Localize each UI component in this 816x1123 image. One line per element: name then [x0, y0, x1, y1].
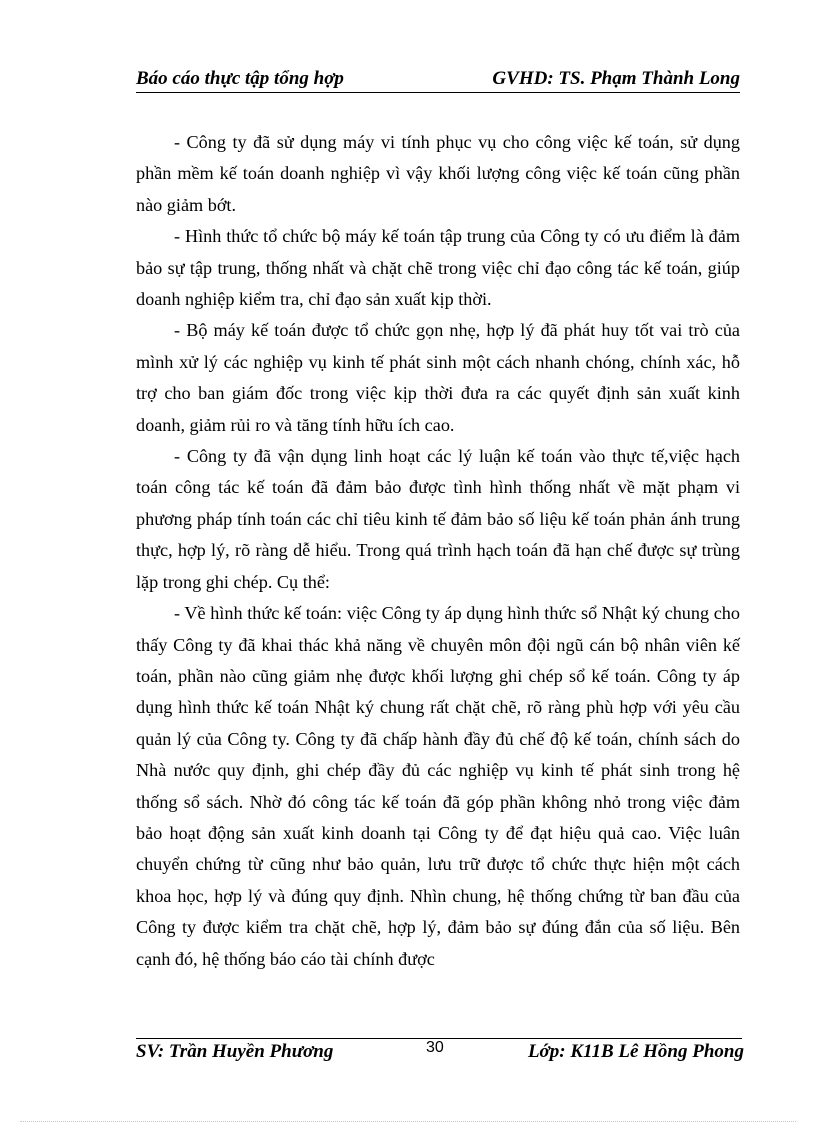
body-text — [136, 127, 740, 975]
report-title: Báo cáo thực tập tổng hợp — [136, 68, 344, 89]
paragraph: - Công ty đã sử dụng máy vi tính phục vụ cho công việc kế toán, sử dụng phần mềm kế toán doanh nghiệp vì vậy khối lượng công việc kế toán cũng phần nào giảm bớt. — [136, 132, 740, 215]
supervisor-name: GVHD: TS. Phạm Thành Long — [492, 68, 740, 89]
student-name: SV: Trần Huyền Phương — [136, 1041, 334, 1062]
page-edge-divider — [20, 1121, 796, 1122]
paragraph: - Bộ máy kế toán được tổ chức gọn nhẹ, hợp lý đã phát huy tốt vai trò của mình xử lý các nghiệp vụ kinh tế phát sinh một cách nhanh chóng, chính xác, hỗ trợ cho ban giám đốc trong việc kịp thời đưa ra các quyết định sản xuất kinh doanh, giảm rủi ro và tăng tính hữu ích cao. — [136, 320, 740, 435]
paragraph: - Hình thức tổ chức bộ máy kế toán tập trung của Công ty có ưu điểm là đảm bảo sự tập trung, thống nhất và chặt chẽ trong việc chỉ đạo công tác kế toán, giúp doanh nghiệp kiểm tra, chỉ đạo sản xuất kịp thời. — [136, 226, 740, 310]
page-number: 30 — [426, 1039, 444, 1056]
paragraph: - Công ty đã vận dụng linh hoạt các lý luận kế toán vào thực tế,việc hạch toán công tác kế toán đã đảm bảo được tình hình thống nhất về mặt phạm vi phương pháp tính toán các chỉ tiêu kinh tế đảm bảo số liệu kế toán phản ánh trung thực, hợp lý, rõ ràng dễ hiểu. Trong quá trình hạch toán đã hạn chế được sự trùng lặp trong ghi chép. Cụ thể: — [136, 446, 740, 592]
class-name: Lớp: K11B Lê Hồng Phong — [527, 1041, 744, 1062]
page-header — [136, 64, 740, 93]
paragraph: - Về hình thức kế toán: việc Công ty áp dụng hình thức sổ Nhật ký chung cho thấy Công ty đã khai thác khả năng về chuyên môn đội ngũ cán bộ nhân viên kế toán, phần nào cũng giảm nhẹ được khối lượng ghi chép sổ kế toán. Công ty áp dụng hình thức kế toán Nhật ký chung rất chặt chẽ, rõ ràng phù hợp với yêu cầu quản lý của Công ty. Công ty đã chấp hành đầy đủ chế độ kế toán, chính sách do Nhà nước quy định, ghi chép đầy đủ các nghiệp vụ kinh tế phát sinh trong hệ thống sổ sách. Nhờ đó công tác kế toán đã góp phần không nhỏ trong việc đảm bảo hoạt động sản xuất kinh doanh tại Công ty để đạt hiệu quả cao. Việc luân chuyển chứng từ cũng như bảo quản, lưu trữ được tổ chức thực hiện một cách khoa học, hợp lý và đúng quy định. Nhìn chung, hệ thống chứng từ ban đầu của Công ty được kiểm tra chặt chẽ, hợp lý, đảm bảo sự đúng đắn của số liệu. Bên cạnh đó, hệ thống báo cáo tài chính được — [136, 603, 740, 969]
